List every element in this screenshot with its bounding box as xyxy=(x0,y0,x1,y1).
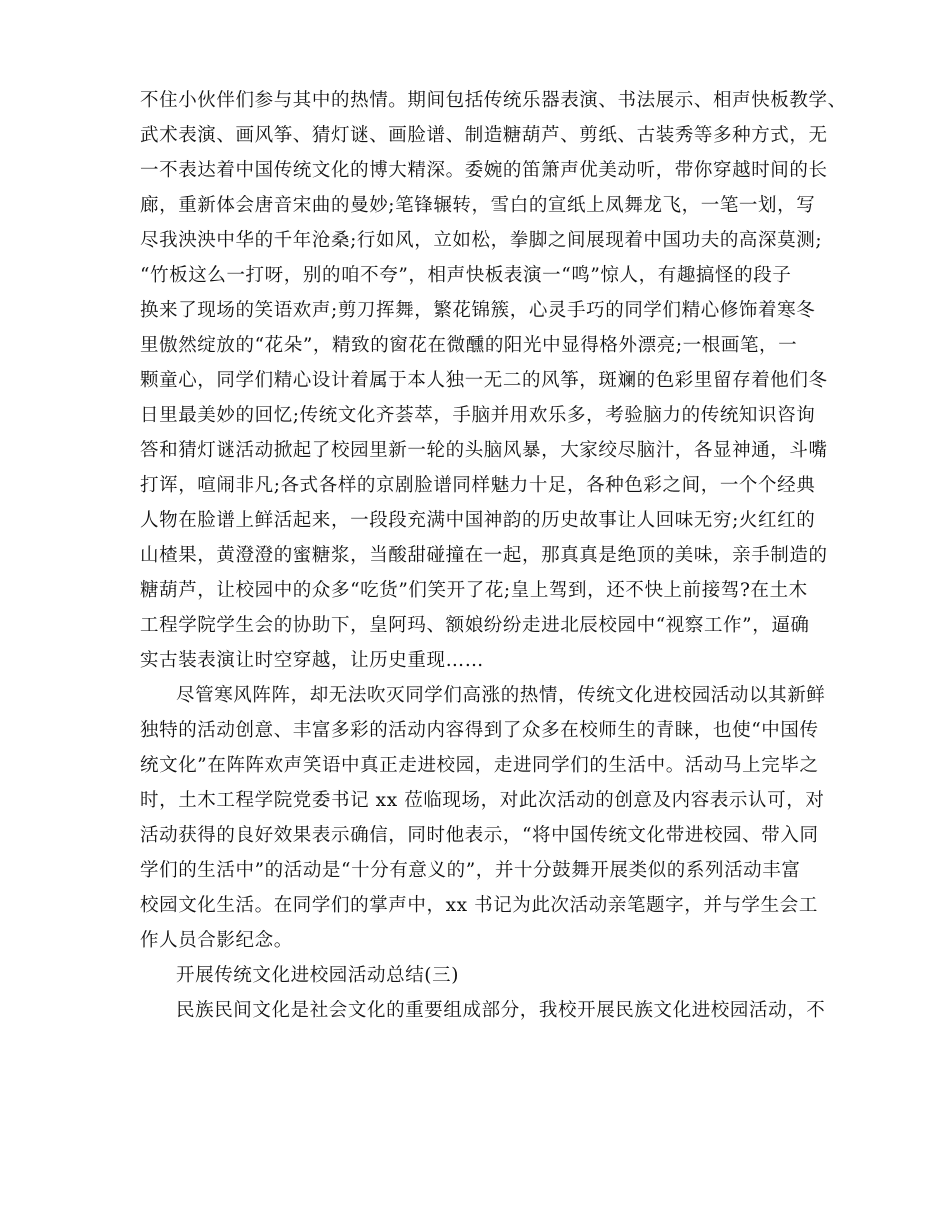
text-line: 活动获得的良好效果表示确信，同时他表示，“将中国传统文化带进校园、带入同 xyxy=(140,825,819,846)
text-line: 武术表演、画风筝、猜灯谜、画脸谱、制造糖葫芦、剪纸、古装秀等多种方式，无 xyxy=(140,125,828,146)
text-line: 日里最美妙的回忆;传统文化齐荟萃，手脑并用欢乐多，考验脑力的传统知识咨询 xyxy=(140,405,816,426)
text-line: 实古装表演让时空穿越，让历史重现…… xyxy=(140,650,484,671)
text-line: 不住小伙伴们参与其中的热情。期间包括传统乐器表演、书法展示、相声快板教学、 xyxy=(140,90,847,111)
text-line: “竹板这么一打呀，别的咱不夸”，相声快板表演一“鸣”惊人，有趣搞怪的段子 xyxy=(140,265,792,286)
paragraph-first-line: 尽管寒风阵阵，却无法吹灭同学们高涨的热情，传统文化进校园活动以其新鲜 xyxy=(176,685,826,706)
text-line: 工程学院学生会的协助下，皇阿玛、额娘纷纷走进北辰校园中“视察工作”，逼确 xyxy=(140,615,810,636)
text-line: 独特的活动创意、丰富多彩的活动内容得到了众多在校师生的青睐，也使“中国传 xyxy=(140,720,819,741)
text-line: 换来了现场的笑语欢声;剪刀挥舞，繁花锦簇，心灵手巧的同学们精心修饰着寒冬 xyxy=(140,300,816,321)
paragraph-first-line: 民族民间文化是社会文化的重要组成部分，我校开展民族文化进校园活动，不 xyxy=(176,1000,826,1021)
section-heading: 开展传统文化进校园活动总结(三) xyxy=(176,965,460,986)
text-line: 作人员合影纪念。 xyxy=(140,930,293,951)
text-line: 答和猜灯谜活动掀起了校园里新一轮的头脑风暴，大家绞尽脑汁，各显神通，斗嘴 xyxy=(140,440,828,461)
text-line: 尽我泱泱中华的千年沧桑;行如风，立如松，拳脚之间展现着中国功夫的高深莫测; xyxy=(140,230,823,251)
text-line: 校园文化生活。在同学们的掌声中，xx 书记为此次活动亲笔题字，并与学生会工 xyxy=(140,895,818,916)
text-line: 统文化”在阵阵欢声笑语中真正走进校园，走进同学们的生活中。活动马上完毕之 xyxy=(140,755,819,776)
text-line: 里傲然绽放的“花朵”，精致的窗花在微醺的阳光中显得格外漂亮;一根画笔，一 xyxy=(140,335,798,356)
text-line: 颗童心，同学们精心设计着属于本人独一无二的风筝，斑斓的色彩里留存着他们冬 xyxy=(140,370,828,391)
text-line: 打诨，喧闹非凡;各式各样的京剧脸谱同样魅力十足，各种色彩之间，一个个经典 xyxy=(140,475,816,496)
text-line: 山楂果，黄澄澄的蜜糖浆，当酸甜碰撞在一起，那真真是绝顶的美味，亲手制造的 xyxy=(140,545,828,566)
text-line: 时，土木工程学院党委书记 xx 莅临现场，对此次活动的创意及内容表示认可，对 xyxy=(140,790,825,811)
text-line: 人物在脸谱上鲜活起来，一段段充满中国神韵的历史故事让人回味无穷;火红红的 xyxy=(140,510,816,531)
text-line: 学们的生活中”的活动是“十分有意义的”，并十分鼓舞开展类似的系列活动丰富 xyxy=(140,860,801,881)
text-line: 糖葫芦，让校园中的众多“吃货”们笑开了花;皇上驾到，还不快上前接驾?在土木 xyxy=(140,580,808,601)
text-line: 廊，重新体会唐音宋曲的曼妙;笔锋辗转，雪白的宣纸上凤舞龙飞，一笔一划，写 xyxy=(140,195,816,216)
text-line: 一不表达着中国传统文化的博大精深。委婉的笛箫声优美动听，带你穿越时间的长 xyxy=(140,160,828,181)
